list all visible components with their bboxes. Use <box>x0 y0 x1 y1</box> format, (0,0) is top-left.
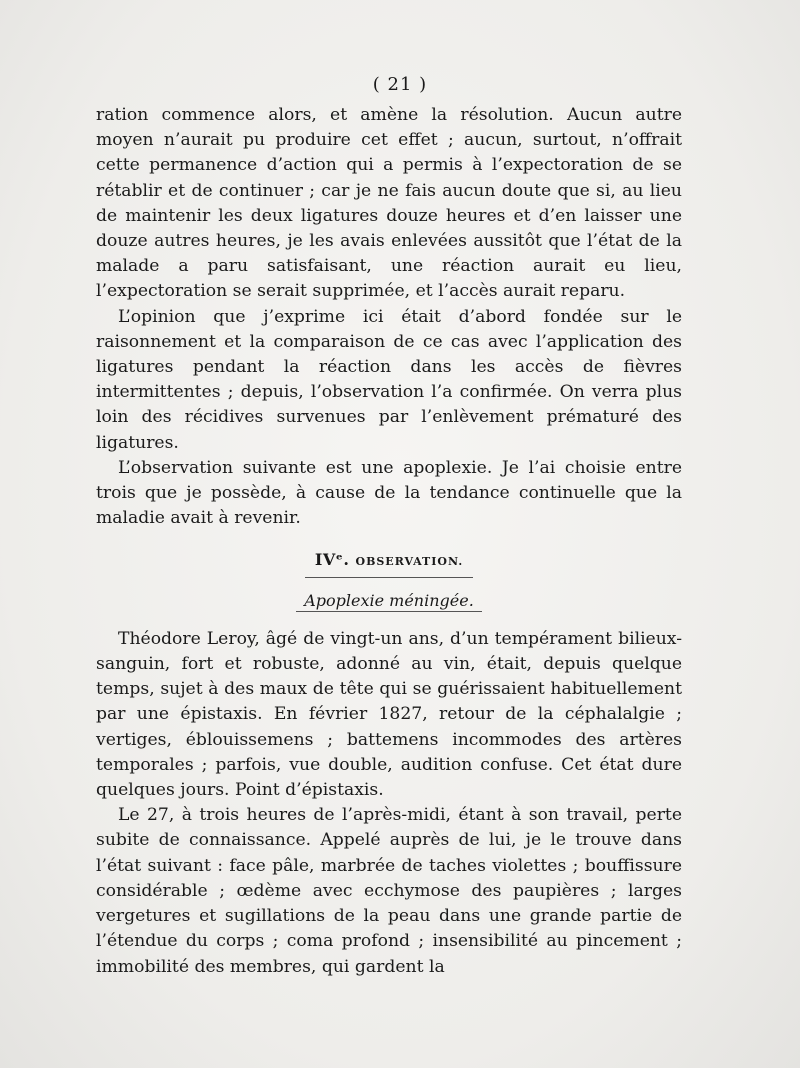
paragraph-1: ration commence alors, et amène la résolution. Aucun autre moyen n’aurait pu produire cet effet ; aucun, surtout, n’offrait cette permanence d’action qui a permis à l’expectoration de se rétablir et de continuer ; car je ne fais aucun doute que si, au lieu de maintenir les deux ligatures douze heures et d’en laisser une douze autres heures, je les avais enlevées aussitôt que l’état de la malade a paru satisfaisant, une réaction aurait eu lieu, l’expectoration se serait supprimée, et l’accès aurait reparu. <box>96 105 682 302</box>
section-subtitle <box>96 588 682 613</box>
page-number: ( 21 ) <box>372 74 428 95</box>
paragraph-3: L’observation suivante est une apoplexie. Je l’ai choisie entre trois que je possède, à cause de la tendance continuelle que la maladie avait à revenir. <box>96 457 682 529</box>
section-subtitle-text: Apoplexie méningée. <box>296 591 482 612</box>
section-word: OBSERVATION. <box>355 555 464 569</box>
paragraph-2: L’opinion que j’exprime ici était d’abord fondée sur le raisonnement et la comparaison de ce cas avec l’application des ligatures pendant la réaction dans les accès de fièvres intermittentes ; depuis, l’observation l’a confirmée. On verra plus loin des récidives survenues par l’enlèvement prématuré des ligatures. <box>96 306 682 453</box>
section-heading-rule <box>305 547 473 577</box>
section-numeral: IVᵉ. <box>314 550 350 570</box>
main-text <box>96 103 682 980</box>
paragraph-5: Le 27, à trois heures de l’après-midi, étant à son travail, perte subite de connaissance. Appelé auprès de lui, je le trouve dans l’état suivant : face pâle, marbrée de taches violettes ; bouffissure considérable ; œdème avec ecchymose des paupières ; larges vergetures et sugillations de la peau dans une grande partie de l’étendue du corps ; coma profond ; insensibilité au pincement ; immobilité des membres, qui gardent la <box>96 805 682 977</box>
paragraph-4: Théodore Leroy, âgé de vingt-un ans, d’un tempérament bilieux-sanguin, fort et robuste, adonné au vin, était, depuis quelque temps, sujet à des maux de tête qui se guérissaient habituellement par une épistaxis. En février 1827, retour de la céphalalgie ; vertiges, éblouissemens ; battemens incommodes des artères temporales ; parfois, vue double, audition confuse. Cet état dure quelques jours. Point d’épistaxis. <box>96 628 682 801</box>
section-heading <box>96 547 682 577</box>
